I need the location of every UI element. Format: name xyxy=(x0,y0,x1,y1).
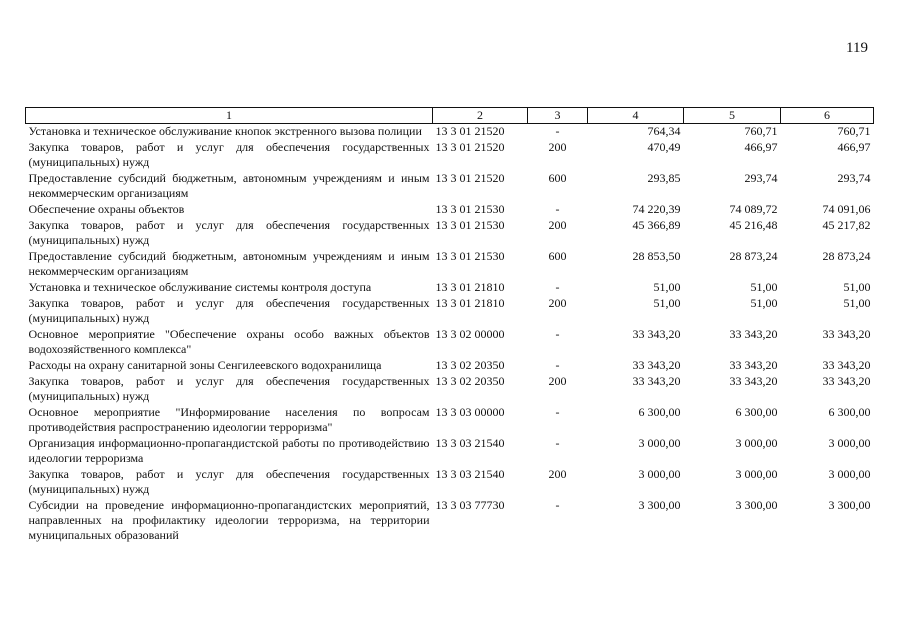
row-value-col4: 764,34 xyxy=(647,124,681,138)
row-description: Закупка товаров, работ и услуг для обеспечения государственных (муниципальных) нужд xyxy=(28,467,430,496)
row-description: Предоставление субсидий бюджетным, автономным учреждениям и иным некоммерческим организациям xyxy=(28,171,430,200)
row-code: 13 3 02 00000 xyxy=(435,327,505,341)
row-code: 13 3 01 21520 xyxy=(435,171,505,185)
row-value-col5: 6 300,00 xyxy=(735,405,778,419)
table-row xyxy=(26,249,874,280)
row-value-col4: 6 300,00 xyxy=(638,405,681,419)
column-header-2: 2 xyxy=(433,108,528,124)
row-expense-type: 200 xyxy=(548,296,567,310)
table-row xyxy=(26,202,874,218)
row-value-col5: 3 000,00 xyxy=(735,436,778,450)
row-value-col5: 74 089,72 xyxy=(729,202,778,216)
row-expense-type: 600 xyxy=(548,171,567,185)
row-code: 13 3 03 77730 xyxy=(435,498,505,512)
row-value-col5: 293,74 xyxy=(744,171,778,185)
row-value-col4: 3 300,00 xyxy=(638,498,681,512)
row-value-col5: 51,00 xyxy=(750,296,778,310)
row-code: 13 3 02 20350 xyxy=(435,358,505,372)
row-value-col4: 74 220,39 xyxy=(632,202,681,216)
row-expense-type: - xyxy=(555,358,560,372)
row-code: 13 3 03 21540 xyxy=(435,436,505,450)
row-description: Предоставление субсидий бюджетным, автономным учреждениям и иным некоммерческим организациям xyxy=(28,249,430,278)
row-expense-type: - xyxy=(555,280,560,294)
row-expense-type: - xyxy=(555,498,560,512)
column-header-1: 1 xyxy=(26,108,433,124)
row-value-col6: 33 343,20 xyxy=(822,358,871,372)
table-row xyxy=(26,498,874,544)
table-row xyxy=(26,436,874,467)
row-value-col6: 51,00 xyxy=(843,280,871,294)
row-value-col5: 466,97 xyxy=(744,140,778,154)
row-code: 13 3 01 21810 xyxy=(435,296,505,310)
row-value-col5: 51,00 xyxy=(750,280,778,294)
column-header-6: 6 xyxy=(781,108,874,124)
table-body xyxy=(26,124,874,545)
row-expense-type: - xyxy=(555,124,560,138)
row-value-col6: 33 343,20 xyxy=(822,327,871,341)
table-row xyxy=(26,218,874,249)
row-value-col5: 33 343,20 xyxy=(729,358,778,372)
column-header-5: 5 xyxy=(684,108,781,124)
row-value-col4: 28 853,50 xyxy=(632,249,681,263)
column-header-4: 4 xyxy=(588,108,684,124)
row-value-col6: 3 000,00 xyxy=(828,436,871,450)
row-expense-type: 200 xyxy=(548,140,567,154)
row-description: Закупка товаров, работ и услуг для обеспечения государственных (муниципальных) нужд xyxy=(28,374,430,403)
row-value-col4: 3 000,00 xyxy=(638,467,681,481)
table-row xyxy=(26,140,874,171)
row-expense-type: - xyxy=(555,405,560,419)
budget-table xyxy=(25,107,874,544)
row-description: Расходы на охрану санитарной зоны Сенгилеевского водохранилища xyxy=(28,358,382,372)
row-value-col4: 293,85 xyxy=(647,171,681,185)
row-value-col6: 293,74 xyxy=(837,171,871,185)
row-description: Закупка товаров, работ и услуг для обеспечения государственных (муниципальных) нужд xyxy=(28,296,430,325)
row-value-col6: 3 000,00 xyxy=(828,467,871,481)
row-description: Установка и техническое обслуживание кнопок экстренного вызова полиции xyxy=(28,124,422,138)
row-description: Субсидии на проведение информационно-пропагандистских мероприятий, направленных на профилактику идеологии терроризма, на территории муниципальных образований xyxy=(28,498,430,542)
row-value-col5: 28 873,24 xyxy=(729,249,778,263)
row-value-col4: 51,00 xyxy=(653,280,681,294)
row-value-col6: 51,00 xyxy=(843,296,871,310)
row-description: Организация информационно-пропагандистской работы по противодействию идеологии терроризма xyxy=(28,436,430,465)
row-code: 13 3 01 21530 xyxy=(435,202,505,216)
row-value-col5: 33 343,20 xyxy=(729,374,778,388)
row-value-col6: 466,97 xyxy=(837,140,871,154)
table-row xyxy=(26,374,874,405)
table-header-row xyxy=(26,108,874,124)
row-value-col5: 33 343,20 xyxy=(729,327,778,341)
column-header-3: 3 xyxy=(528,108,588,124)
row-value-col4: 33 343,20 xyxy=(632,327,681,341)
row-code: 13 3 01 21530 xyxy=(435,249,505,263)
table-row xyxy=(26,171,874,202)
row-value-col6: 28 873,24 xyxy=(822,249,871,263)
row-description: Основное мероприятие "Информирование населения по вопросам противодействия распространению идеологии терроризма" xyxy=(28,405,430,434)
page-number: 119 xyxy=(846,40,868,56)
table-row xyxy=(26,358,874,374)
row-description: Обеспечение охраны объектов xyxy=(28,202,185,216)
row-expense-type: 200 xyxy=(548,467,567,481)
row-code: 13 3 02 20350 xyxy=(435,374,505,388)
row-code: 13 3 03 00000 xyxy=(435,405,505,419)
row-code: 13 3 01 21810 xyxy=(435,280,505,294)
row-expense-type: 200 xyxy=(548,218,567,232)
row-value-col4: 33 343,20 xyxy=(632,374,681,388)
row-expense-type: - xyxy=(555,436,560,450)
row-description: Закупка товаров, работ и услуг для обеспечения государственных (муниципальных) нужд xyxy=(28,218,430,247)
row-expense-type: 600 xyxy=(548,249,567,263)
row-value-col5: 3 300,00 xyxy=(735,498,778,512)
table-row xyxy=(26,296,874,327)
row-value-col6: 45 217,82 xyxy=(822,218,871,232)
row-value-col6: 3 300,00 xyxy=(828,498,871,512)
row-value-col4: 33 343,20 xyxy=(632,358,681,372)
row-expense-type: - xyxy=(555,202,560,216)
row-description: Основное мероприятие "Обеспечение охраны особо важных объектов водохозяйственного комплекса" xyxy=(28,327,430,356)
row-value-col5: 45 216,48 xyxy=(729,218,778,232)
row-value-col6: 6 300,00 xyxy=(828,405,871,419)
row-value-col4: 470,49 xyxy=(647,140,681,154)
table-row xyxy=(26,405,874,436)
row-description: Установка и техническое обслуживание системы контроля доступа xyxy=(28,280,372,294)
row-code: 13 3 01 21520 xyxy=(435,140,505,154)
row-code: 13 3 01 21530 xyxy=(435,218,505,232)
row-value-col6: 74 091,06 xyxy=(822,202,871,216)
row-code: 13 3 01 21520 xyxy=(435,124,505,138)
table-row xyxy=(26,327,874,358)
row-value-col6: 760,71 xyxy=(837,124,871,138)
table-row xyxy=(26,280,874,296)
row-value-col4: 3 000,00 xyxy=(638,436,681,450)
row-expense-type: - xyxy=(555,327,560,341)
row-value-col5: 760,71 xyxy=(744,124,778,138)
row-value-col6: 33 343,20 xyxy=(822,374,871,388)
table-row xyxy=(26,467,874,498)
row-value-col5: 3 000,00 xyxy=(735,467,778,481)
row-expense-type: 200 xyxy=(548,374,567,388)
row-value-col4: 45 366,89 xyxy=(632,218,681,232)
row-description: Закупка товаров, работ и услуг для обеспечения государственных (муниципальных) нужд xyxy=(28,140,430,169)
row-code: 13 3 03 21540 xyxy=(435,467,505,481)
row-value-col4: 51,00 xyxy=(653,296,681,310)
table-row xyxy=(26,124,874,141)
